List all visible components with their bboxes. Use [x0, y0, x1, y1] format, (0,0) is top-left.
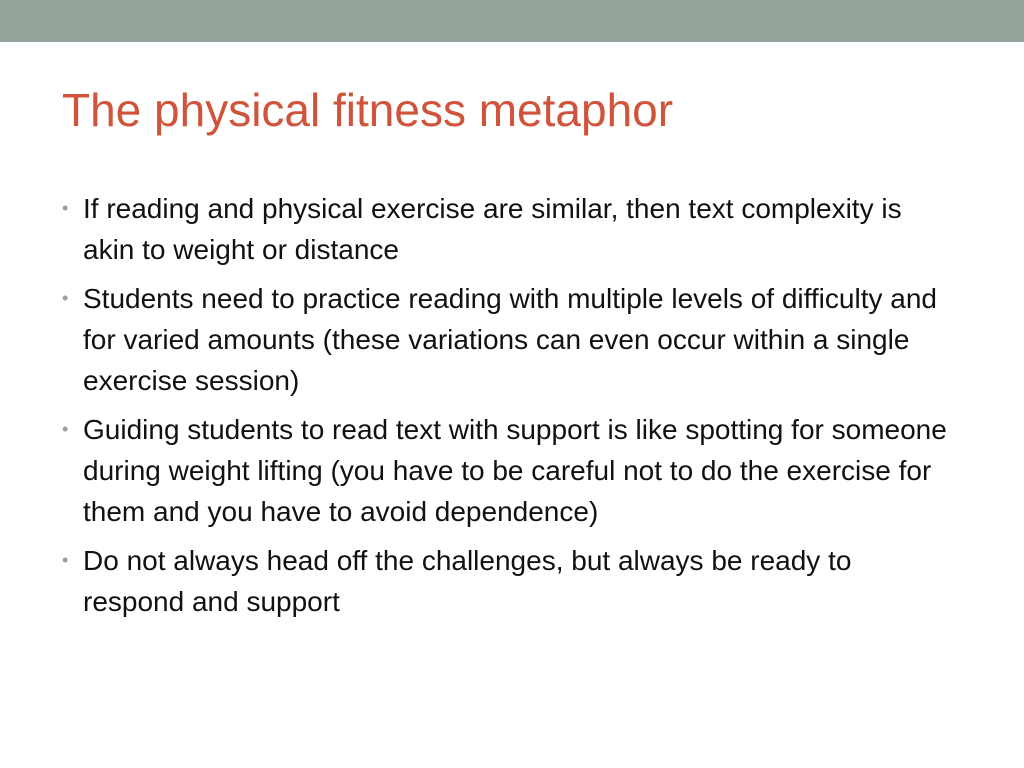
bullet-item — [62, 188, 952, 270]
top-accent-bar — [0, 0, 1024, 42]
bullet-text: If reading and physical exercise are similar, then text complexity is akin to weight or distance — [83, 193, 902, 265]
bullet-dot-icon: • — [62, 198, 69, 218]
bullet-dot-icon: • — [62, 419, 69, 439]
bullet-item — [62, 278, 952, 401]
bullet-item — [62, 540, 952, 622]
bullet-dot-icon: • — [62, 550, 69, 570]
bullet-text: Do not always head off the challenges, but always be ready to respond and support — [83, 545, 852, 617]
slide-title: The physical fitness metaphor — [62, 84, 674, 136]
bullet-text: Guiding students to read text with support is like spotting for someone during weight lifting (you have to be careful not to do the exercise for them and you have to avoid dependence) — [83, 414, 947, 527]
bullet-dot-icon: • — [62, 288, 69, 308]
bullet-item — [62, 409, 952, 532]
bullet-list — [62, 188, 952, 630]
bullet-text: Students need to practice reading with multiple levels of difficulty and for varied amounts (these variations can even occur within a single exercise session) — [83, 283, 937, 396]
